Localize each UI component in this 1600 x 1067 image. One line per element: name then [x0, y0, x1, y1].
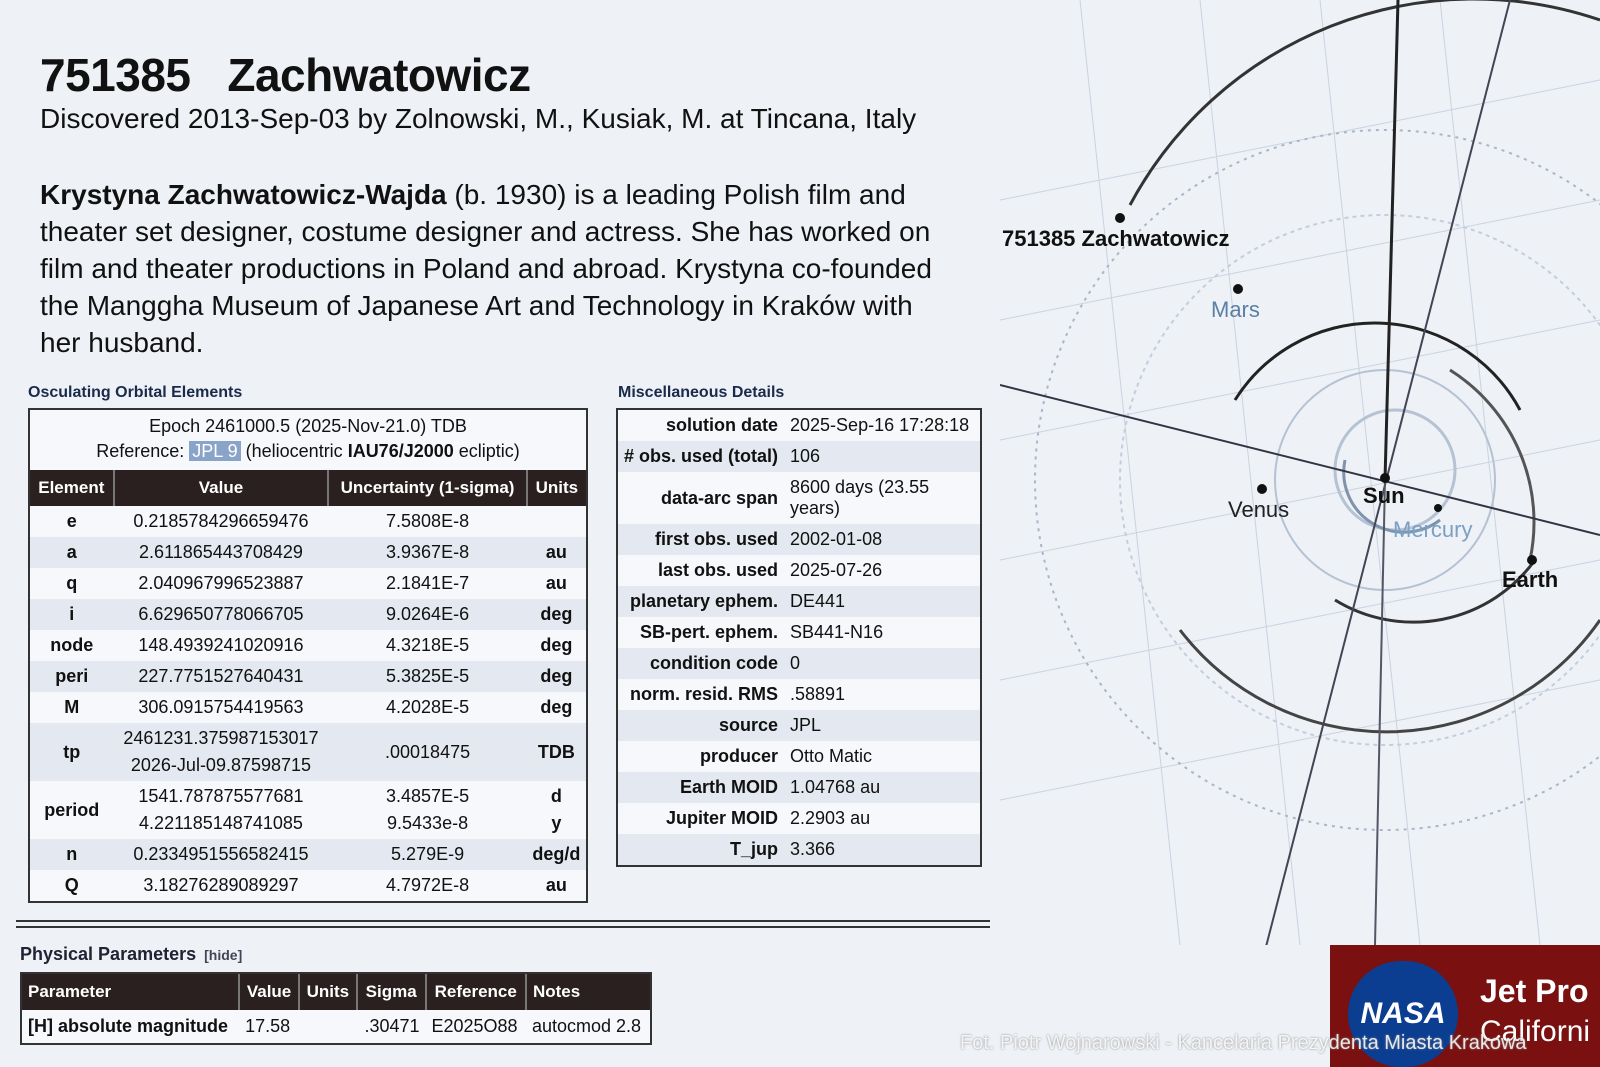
- physical-parameters-table: [22, 974, 650, 1043]
- element-value: [114, 723, 329, 781]
- misc-value: 1.04768 au: [784, 772, 980, 803]
- misc-key[interactable]: condition code: [618, 648, 784, 679]
- element-units: au: [545, 573, 567, 593]
- col-header-sigma: Sigma: [357, 974, 426, 1010]
- col-header-value: Value: [239, 974, 299, 1010]
- misc-key[interactable]: last obs. used: [657, 560, 779, 580]
- param-name[interactable]: [H] absolute magnitude: [22, 1010, 239, 1043]
- element-value: 0.2185784296659476: [133, 511, 309, 531]
- element-value: 6.629650778066705: [114, 599, 329, 630]
- reference-axis-black: [1385, 0, 1398, 480]
- element-name[interactable]: n: [30, 839, 114, 870]
- table-row: [30, 599, 586, 630]
- element-units: deg: [527, 599, 586, 630]
- misc-details-panel: [616, 408, 982, 867]
- period-unc-days: 3.4857E-5: [386, 786, 470, 806]
- element-name[interactable]: peri: [30, 661, 114, 692]
- misc-value: 8600 days (23.55 years): [790, 477, 930, 518]
- table-row: [30, 870, 586, 901]
- table-row: [30, 568, 586, 599]
- reference-mid: (heliocentric: [240, 441, 348, 461]
- jpl-subtitle: Californi: [1480, 1015, 1591, 1048]
- table-row: [30, 661, 586, 692]
- element-name[interactable]: tp: [30, 723, 114, 781]
- table-row: [30, 839, 586, 870]
- element-value: 227.7751527640431: [114, 661, 329, 692]
- col-header-parameter: Parameter: [22, 974, 239, 1010]
- table-row: [618, 586, 980, 617]
- hide-link[interactable]: [hide]: [204, 947, 243, 963]
- element-name[interactable]: a: [30, 537, 114, 568]
- table-row: [618, 555, 980, 586]
- element-name[interactable]: Q: [64, 875, 79, 895]
- period-units-years: y: [551, 813, 562, 833]
- table-row: [618, 524, 980, 555]
- misc-details-heading: Miscellaneous Details: [618, 384, 785, 401]
- reference-link[interactable]: JPL 9: [189, 441, 240, 461]
- nasa-logo-text: NASA: [1360, 997, 1446, 1030]
- reference-axis-lower: [1375, 480, 1385, 945]
- misc-value: Otto Matic: [790, 746, 873, 766]
- table-header-row: [22, 974, 650, 1010]
- reference-suffix: ecliptic): [453, 441, 520, 461]
- jpl-title: Jet Pro: [1480, 973, 1589, 1009]
- element-units: au: [545, 875, 567, 895]
- col-header-uncertainty: Uncertainty (1-sigma): [328, 470, 526, 506]
- element-value: 306.0915754419563: [138, 697, 304, 717]
- misc-key[interactable]: planetary ephem.: [618, 586, 784, 617]
- table-row: [618, 741, 980, 772]
- table-row: [618, 617, 980, 648]
- table-header-row: [30, 470, 586, 506]
- table-row: [618, 648, 980, 679]
- param-units: [299, 1010, 357, 1043]
- sun-label: Sun: [1363, 483, 1405, 508]
- table-row: [618, 772, 980, 803]
- element-value: 148.4939241020916: [138, 635, 304, 655]
- misc-value: JPL: [784, 710, 980, 741]
- misc-key[interactable]: source: [618, 710, 784, 741]
- epoch-line: Epoch 2461000.5 (2025-Nov-21.0) TDB: [149, 416, 467, 436]
- element-value: 0.2334951556582415: [114, 839, 329, 870]
- table-row: [30, 723, 586, 781]
- table-row: [618, 410, 980, 441]
- col-header-element: Element: [30, 470, 114, 506]
- misc-value: 2.2903 au: [790, 808, 871, 828]
- misc-value: 2002-01-08: [784, 524, 980, 555]
- mars-orbit-arc: [1180, 620, 1600, 732]
- element-units: au: [527, 537, 586, 568]
- element-units: deg: [540, 697, 573, 717]
- table-row: [618, 834, 980, 865]
- asteroid-orbit-arc: [1130, 0, 1600, 205]
- asteroid-number: 751385: [40, 49, 191, 101]
- page-title: [40, 48, 531, 102]
- element-uncertainty: 4.7972E-8: [386, 875, 470, 895]
- discovery-line: Discovered 2013-Sep-03 by Zolnowski, M., Kusiak, M. at Tincana, Italy: [40, 103, 917, 134]
- param-sigma: .30471: [357, 1010, 426, 1043]
- element-value: 2.611865443708429: [114, 537, 329, 568]
- period-years: 4.221185148741085: [139, 813, 303, 833]
- venus-label: Venus: [1228, 497, 1290, 522]
- element-uncertainty: 9.0264E-6: [328, 599, 526, 630]
- element-uncertainty: 5.3825E-5: [328, 661, 526, 692]
- element-uncertainty: 5.279E-9: [328, 839, 526, 870]
- ecliptic-grid: [1000, 0, 1600, 945]
- misc-details-table: [618, 410, 980, 865]
- citation-text: [40, 176, 940, 361]
- asteroid-marker[interactable]: [1115, 213, 1125, 223]
- earth-marker[interactable]: [1527, 555, 1537, 565]
- misc-value: .58891: [790, 684, 846, 704]
- tp-date: 2026-Jul-09.87598715: [130, 755, 312, 775]
- element-uncertainty: .00018475: [328, 723, 526, 781]
- orbital-elements-panel: [28, 408, 588, 903]
- line-of-nodes: [1000, 385, 1600, 535]
- misc-key[interactable]: Earth MOID: [618, 772, 784, 803]
- table-row: [618, 803, 980, 834]
- element-units: [527, 781, 586, 839]
- photo-credit: Fot. Piotr Wojnarowski - Kancelaria Prezydenta Miasta Krakowa: [960, 1032, 1527, 1054]
- misc-key[interactable]: producer: [700, 746, 779, 766]
- reference-line: [30, 439, 586, 470]
- reference-frame: IAU76/J2000: [347, 441, 454, 461]
- misc-key[interactable]: Jupiter MOID: [666, 808, 779, 828]
- orbit-diagram[interactable]: [1000, 0, 1600, 945]
- element-units: deg/d: [527, 839, 586, 870]
- mars-label: Mars: [1211, 297, 1260, 322]
- table-row: [30, 781, 586, 839]
- col-header-units: Units: [527, 470, 586, 506]
- element-uncertainty: 7.5808E-8: [386, 511, 470, 531]
- col-header-notes: Notes: [526, 974, 650, 1010]
- element-uncertainty: 4.2028E-5: [386, 697, 470, 717]
- element-uncertainty: 4.3218E-5: [386, 635, 470, 655]
- table-row: [618, 472, 980, 524]
- misc-key[interactable]: norm. resid. RMS: [629, 684, 779, 704]
- mars-marker[interactable]: [1233, 284, 1243, 294]
- element-value: 2.040967996523887: [138, 573, 304, 593]
- element-units: TDB: [527, 723, 586, 781]
- element-units: deg: [527, 661, 586, 692]
- misc-value: 106: [784, 441, 980, 472]
- asteroid-name: Zachwatowicz: [227, 49, 531, 101]
- period-unc-years: 9.5433e-8: [387, 813, 469, 833]
- citation-body: (b. 1930) is a leading Polish film and theater set designer, costume designer and actress. She has worked on film and theater productions in Poland and abroad. Krystyna co-founded the Manggha Museum of Japanese Art and Technology in Kraków with her husband.: [40, 179, 932, 358]
- element-name[interactable]: i: [30, 599, 114, 630]
- param-value: 17.58: [239, 1010, 299, 1043]
- table-row: [30, 630, 586, 661]
- period-days: 1541.787875577681: [138, 786, 304, 806]
- venus-marker[interactable]: [1257, 484, 1267, 494]
- reference-label: Reference:: [96, 441, 190, 461]
- physical-parameters-heading: [20, 944, 242, 965]
- misc-key[interactable]: solution date: [666, 415, 779, 435]
- physical-parameters-panel: [20, 972, 652, 1045]
- section-divider: [16, 920, 990, 928]
- misc-key[interactable]: SB-pert. ephem.: [639, 622, 779, 642]
- element-uncertainty: 2.1841E-7: [386, 573, 470, 593]
- misc-value: 2025-Sep-16 17:28:18: [790, 415, 970, 435]
- earth-label: Earth: [1502, 567, 1559, 592]
- table-row: [30, 692, 586, 723]
- element-value: 3.18276289089297: [143, 875, 299, 895]
- table-row: [618, 710, 980, 741]
- col-header-reference: Reference: [426, 974, 526, 1010]
- misc-key[interactable]: first obs. used: [618, 524, 784, 555]
- mercury-label: Mercury: [1393, 517, 1473, 542]
- table-row: [30, 506, 586, 537]
- misc-key[interactable]: T_jup: [618, 834, 784, 865]
- element-name[interactable]: e: [66, 511, 77, 531]
- element-uncertainty: [328, 781, 526, 839]
- table-row: [618, 679, 980, 710]
- element-name[interactable]: period: [44, 799, 100, 820]
- mercury-orbit: [1335, 410, 1455, 530]
- mercury-marker[interactable]: [1434, 504, 1442, 512]
- tp-jd: 2461231.375987153017: [123, 728, 319, 748]
- misc-value: 3.366: [784, 834, 980, 865]
- param-reference[interactable]: E2025O88: [426, 1010, 526, 1043]
- table-row: [618, 441, 980, 472]
- misc-value: 2025-07-26: [790, 560, 883, 580]
- param-notes: autocmod 2.8: [526, 1010, 650, 1043]
- misc-key[interactable]: # obs. used (total): [618, 441, 784, 472]
- element-name[interactable]: node: [50, 635, 94, 655]
- table-row: [22, 1010, 650, 1043]
- misc-key[interactable]: data-arc span: [660, 487, 779, 508]
- earth-orbit-arc: [1235, 323, 1520, 410]
- sun-marker[interactable]: [1380, 473, 1390, 483]
- orbital-elements-table: [30, 470, 586, 901]
- element-value: [114, 781, 329, 839]
- period-units-days: d: [550, 786, 562, 806]
- element-name[interactable]: q: [66, 573, 78, 593]
- col-header-units: Units: [299, 974, 357, 1010]
- element-units: deg: [540, 635, 573, 655]
- misc-value: DE441: [784, 586, 980, 617]
- asteroid-label: 751385 Zachwatowicz: [1002, 226, 1230, 251]
- element-name[interactable]: M: [64, 697, 80, 717]
- table-row: [30, 537, 586, 568]
- physical-heading-text: Physical Parameters: [20, 944, 197, 964]
- col-header-value: Value: [114, 470, 329, 506]
- orbital-elements-heading: Osculating Orbital Elements: [28, 384, 243, 401]
- misc-value: SB441-N16: [790, 622, 884, 642]
- misc-value: 0: [784, 648, 980, 679]
- element-uncertainty: 3.9367E-8: [328, 537, 526, 568]
- honoree-name: Krystyna Zachwatowicz-Wajda: [40, 179, 447, 210]
- element-units: [527, 506, 586, 537]
- orbital-elements-body: [30, 506, 586, 901]
